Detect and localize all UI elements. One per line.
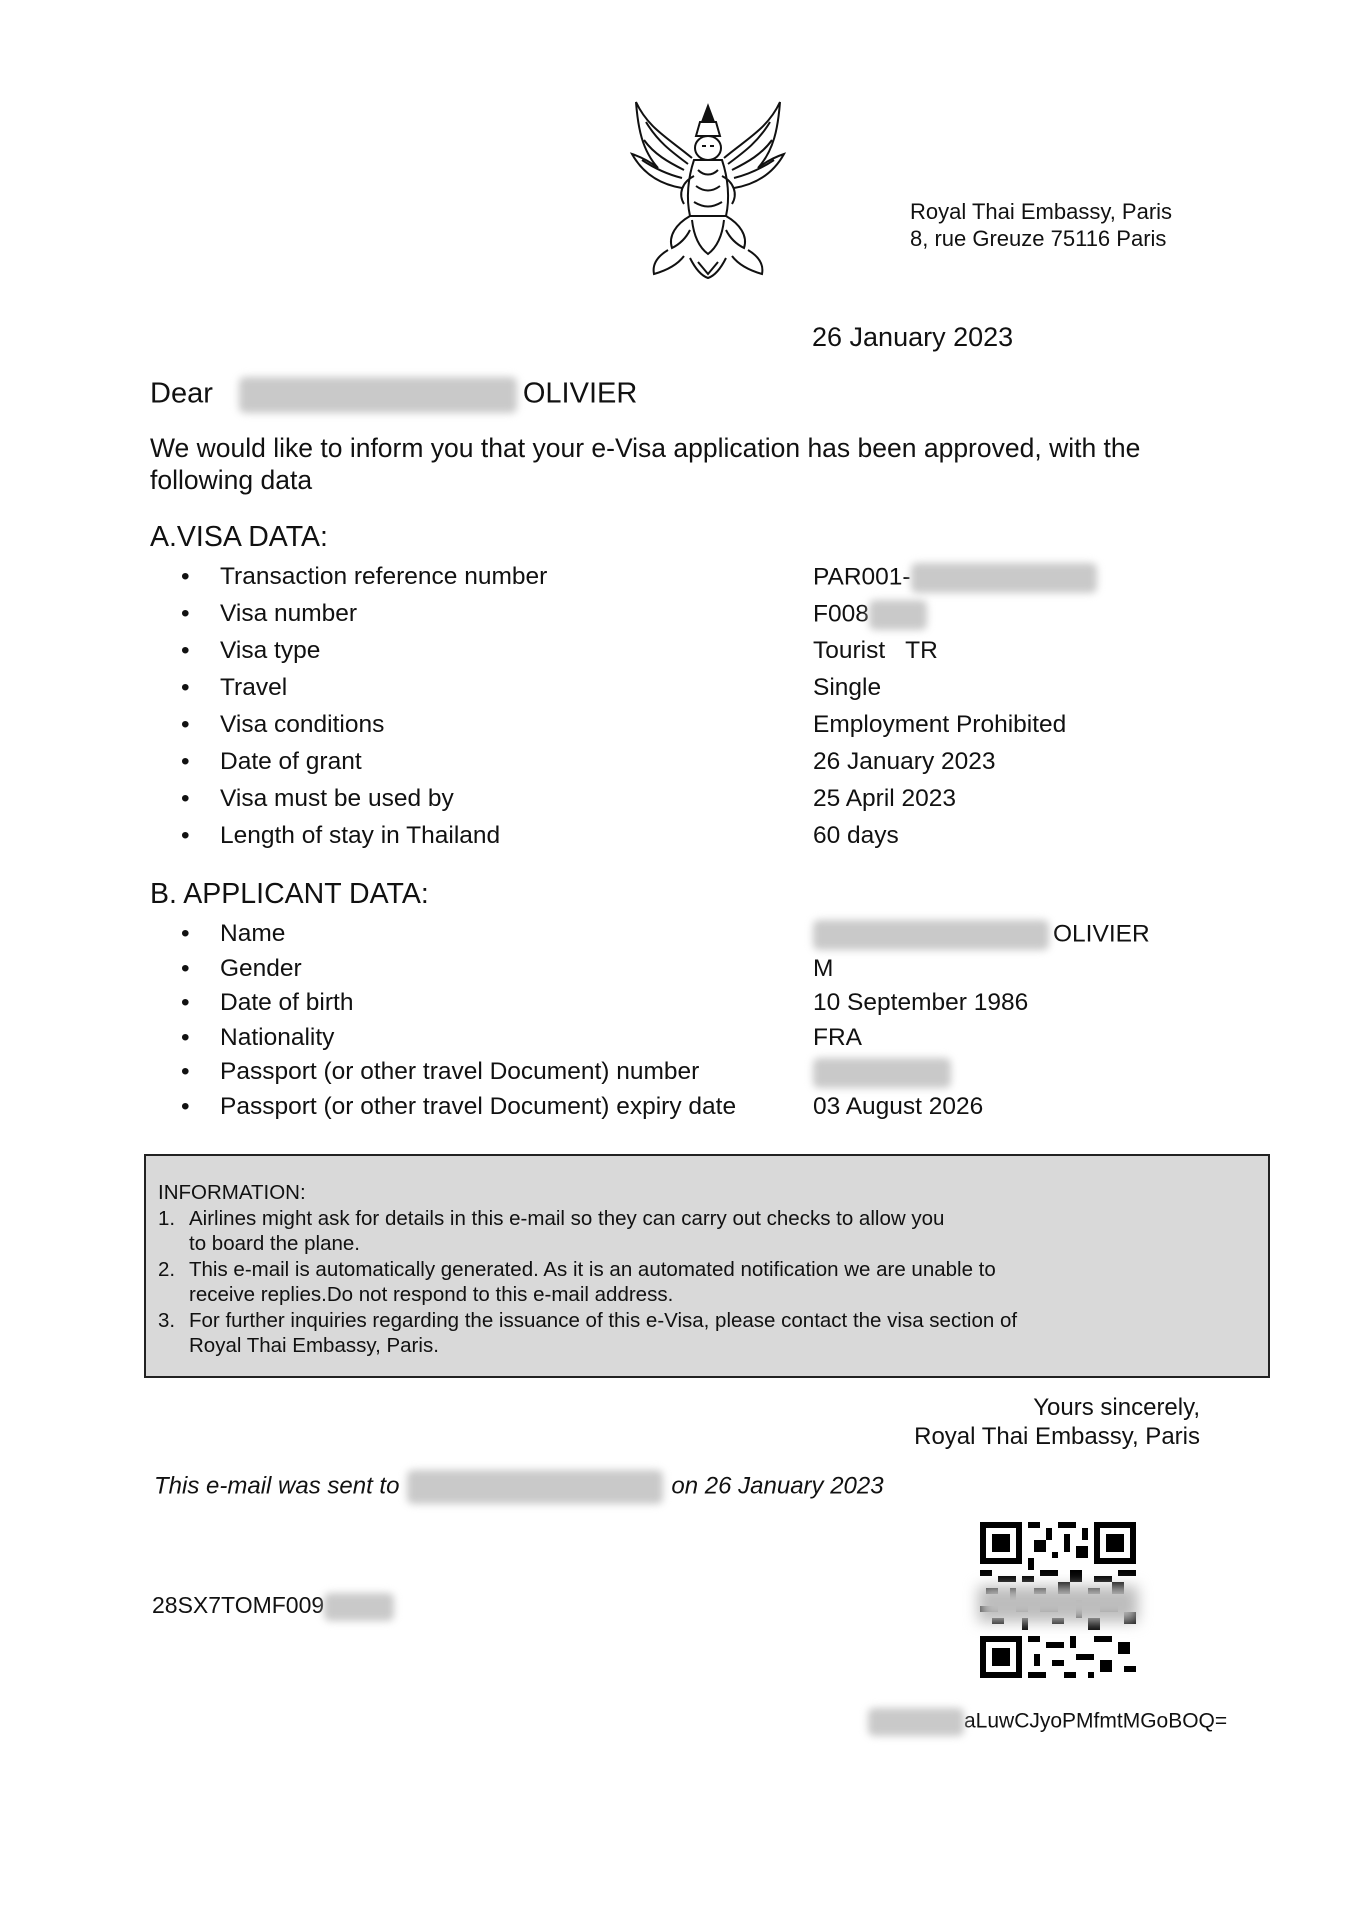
- row-label: Visa must be used by: [220, 785, 454, 812]
- visa-data-list: [150, 563, 1250, 859]
- intro-text: We would like to inform you that your e-Visa application has been approved, with the following data: [150, 433, 1141, 495]
- row-value: PAR001-: [813, 563, 911, 591]
- closing-block: [900, 1393, 1200, 1451]
- sent-suffix: on 26 January 2023: [671, 1472, 884, 1500]
- list-item: • Length of stay in Thailand 60 days: [181, 822, 899, 849]
- info-item: [158, 1257, 1256, 1308]
- embassy-name: Royal Thai Embassy, Paris: [910, 199, 1173, 224]
- list-item: • Date of birth 10 September 1986: [181, 989, 1029, 1016]
- info-text-continued: receive replies.Do not respond to this e-mail address.: [189, 1283, 674, 1306]
- redacted-transaction-ref: [911, 563, 1097, 593]
- list-item: • Visa must be used by 25 April 2023: [181, 785, 957, 812]
- row-label: Visa type: [220, 637, 321, 664]
- row-label: Nationality: [220, 1023, 335, 1051]
- list-item: • Date of grant 26 January 2023: [181, 748, 996, 775]
- row-label: Passport (or other travel Document) expiry date: [220, 1092, 737, 1120]
- row-label: Date of birth: [220, 989, 354, 1016]
- list-item: • Gender M: [181, 954, 834, 982]
- info-text-continued: Royal Thai Embassy, Paris.: [189, 1334, 439, 1357]
- redacted-reference-suffix: [324, 1593, 394, 1621]
- information-title: INFORMATION:: [158, 1181, 306, 1204]
- redacted-email: [407, 1470, 663, 1504]
- row-value: Single: [813, 674, 882, 701]
- row-value: M: [813, 954, 834, 982]
- list-item: • Passport (or other travel Document) number: [150, 1058, 1250, 1093]
- salutation: [150, 377, 637, 413]
- info-number: 1.: [158, 1206, 176, 1230]
- row-value: 26 January 2023: [813, 748, 996, 775]
- info-item: [158, 1308, 1256, 1359]
- info-text: This e-mail is automatically generated. As it is an automated notification we are unable to: [189, 1257, 996, 1281]
- row-label: Date of grant: [220, 748, 362, 775]
- sent-prefix: This e-mail was sent to: [154, 1472, 400, 1500]
- sent-note: [154, 1470, 884, 1504]
- info-number: 2.: [158, 1257, 176, 1281]
- row-value: 10 September 1986: [813, 989, 1029, 1016]
- closing-line: Yours sincerely,: [1033, 1394, 1200, 1421]
- list-item: • Visa number F008: [150, 600, 1250, 637]
- list-item: • Visa conditions Employment Prohibited: [181, 711, 1067, 738]
- redacted-passport-number: [813, 1058, 951, 1088]
- list-item: • Passport (or other travel Document) expiry date 03 August 2026: [181, 1092, 984, 1120]
- embassy-address-block: [910, 198, 1172, 252]
- row-value: 03 August 2026: [813, 1092, 984, 1120]
- list-item: • Name OLIVIER: [150, 920, 1250, 955]
- row-label: Visa number: [220, 600, 358, 627]
- letter-date: 26 January 2023: [812, 322, 1014, 352]
- reference-code-text: 28SX7TOMF009: [152, 1592, 325, 1618]
- garuda-emblem: [628, 98, 788, 280]
- row-value: 60 days: [813, 822, 899, 849]
- visa-section-title: A.VISA DATA:: [150, 521, 328, 553]
- redacted-qr-strip: [978, 1586, 1138, 1622]
- applicant-data-list: [150, 920, 1250, 1127]
- row-label: Visa conditions: [220, 711, 385, 738]
- list-item: • Nationality FRA: [181, 1023, 862, 1051]
- row-label: Gender: [220, 954, 302, 982]
- surname: OLIVIER: [522, 377, 638, 410]
- info-text: For further inquiries regarding the issuance of this e-Visa, please contact the visa section of: [189, 1308, 1018, 1332]
- dear-word: Dear: [150, 377, 213, 410]
- row-value: Tourist TR: [813, 637, 938, 664]
- row-label: Transaction reference number: [220, 563, 548, 590]
- redacted-given-name: [813, 920, 1049, 950]
- row-label: Travel: [220, 674, 288, 701]
- row-value: 25 April 2023: [813, 785, 957, 812]
- row-label: Length of stay in Thailand: [220, 822, 501, 849]
- info-item: [158, 1206, 1256, 1257]
- row-label: Passport (or other travel Document) number: [220, 1058, 700, 1085]
- info-text-continued: to board the plane.: [189, 1232, 360, 1255]
- row-value: F008: [813, 600, 869, 628]
- info-number: 3.: [158, 1308, 176, 1332]
- list-item: • Travel Single: [181, 674, 882, 701]
- list-item: • Transaction reference number PAR001-: [150, 563, 1250, 600]
- closing-signature: Royal Thai Embassy, Paris: [914, 1423, 1200, 1450]
- row-value: Employment Prohibited: [813, 711, 1067, 738]
- redacted-given-name: [239, 377, 517, 413]
- reference-code: [152, 1592, 394, 1621]
- information-box: [144, 1154, 1270, 1378]
- list-item: • Visa type Tourist TR: [181, 637, 938, 664]
- hash-suffix: aLuwCJyoPMfmtMGoBOQ=: [964, 1709, 1228, 1733]
- row-label: Name: [220, 920, 286, 947]
- embassy-address: 8, rue Greuze 75116 Paris: [910, 226, 1167, 251]
- row-value: OLIVIER: [1053, 920, 1150, 948]
- hash-string: [868, 1708, 1227, 1736]
- applicant-section-title: B. APPLICANT DATA:: [150, 878, 429, 910]
- redacted-hash-prefix: [868, 1708, 964, 1736]
- row-value: FRA: [813, 1023, 862, 1051]
- info-text: Airlines might ask for details in this e-mail so they can carry out checks to allow you: [189, 1206, 945, 1230]
- redacted-visa-number: [869, 600, 927, 630]
